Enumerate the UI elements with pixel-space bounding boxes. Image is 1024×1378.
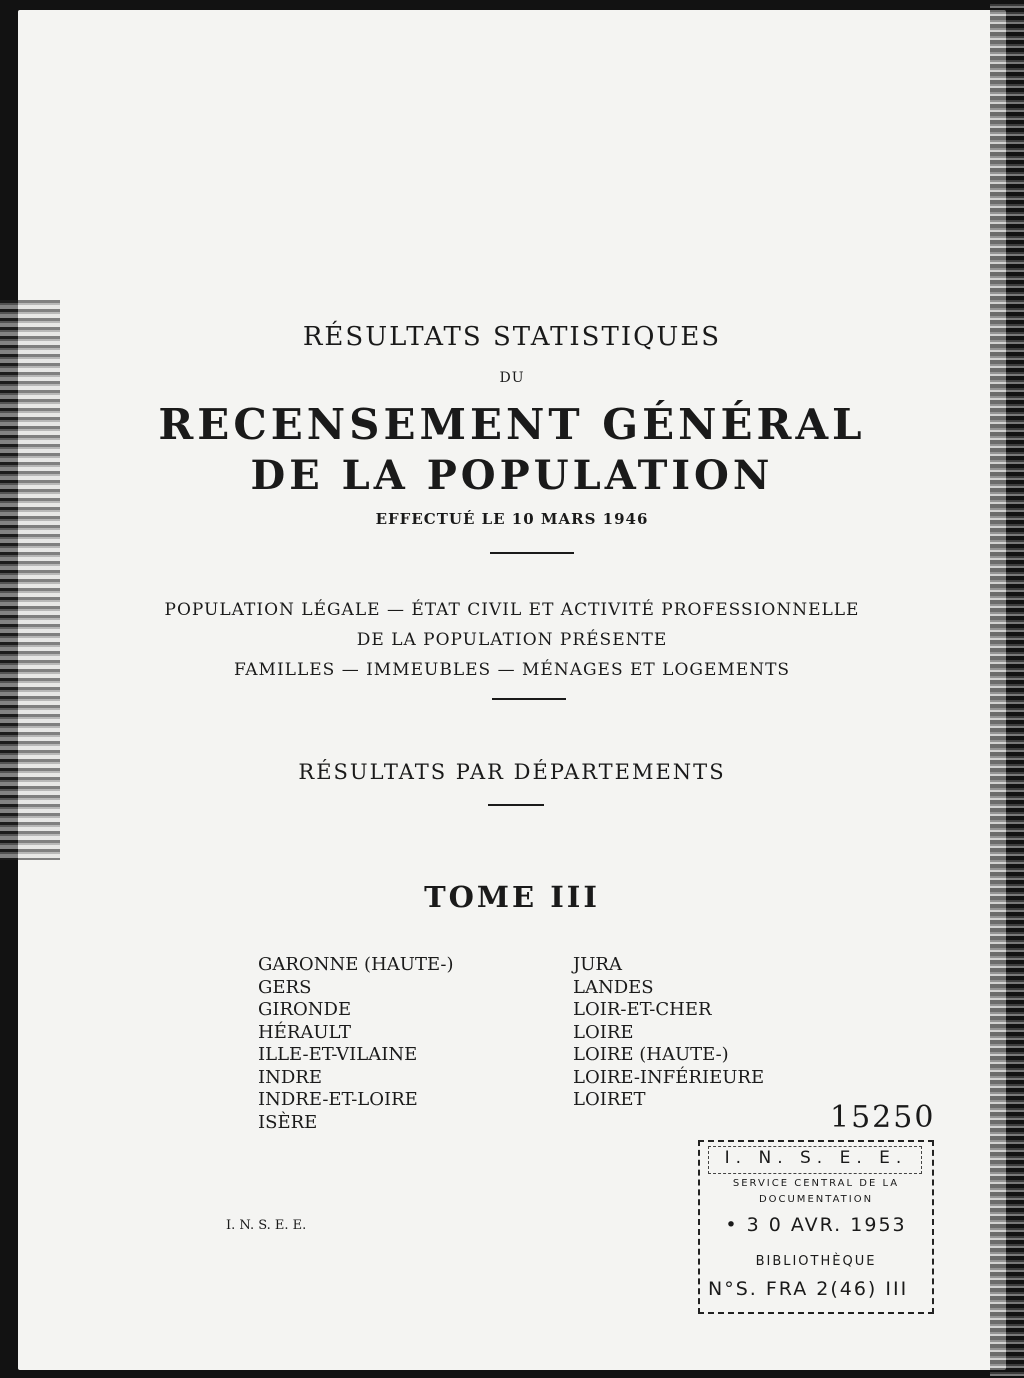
divider-2 [492,698,566,700]
subtitle-line-3: FAMILLES — IMMEUBLES — MÉNAGES ET LOGEMENTS [233,660,791,680]
subtitle-line-1: POPULATION LÉGALE — ÉTAT CIVIL ET ACTIVITÉ PROFESSIONNELLE [164,600,860,620]
stamp-library: BIBLIOTHÈQUE [755,1254,877,1269]
department-item: INDRE [258,1066,322,1088]
subtitle-line-2: DE LA POPULATION PRÉSENTE [356,630,668,650]
department-item: LANDES [573,976,654,998]
department-item: GARONNE (HAUTE-) [258,954,454,975]
departments-left-column [258,954,454,1134]
department-item: LOIRE-INFÉRIEURE [573,1066,765,1088]
department-item: INDRE-ET-LOIRE [258,1089,418,1110]
title-line-2: DU [499,370,525,386]
department-item: GERS [258,976,312,998]
section-title: RÉSULTATS PAR DÉPARTEMENTS [298,760,726,784]
divider-1 [490,552,574,554]
department-item: LOIRE [573,1021,634,1043]
department-item: ILLE-ET-VILAINE [258,1044,418,1065]
divider-3 [488,804,544,806]
department-item: ISÈRE [258,1111,318,1133]
department-item: LOIRE (HAUTE-) [573,1044,729,1065]
scan-edge-right [990,0,1024,1378]
department-item: GIRONDE [258,999,352,1020]
tome-number: TOME III [424,880,600,914]
title-date: EFFECTUÉ LE 10 MARS 1946 [375,510,649,528]
stamp-date: • 3 0 AVR. 1953 [725,1214,907,1236]
department-item: LOIR-ET-CHER [573,999,712,1020]
stamp-department: DOCUMENTATION [758,1194,874,1205]
department-item: LOIRET [573,1089,646,1110]
department-item: JURA [573,954,622,975]
printer-mark: I. N. S. E. E. [226,1218,307,1233]
departments-right-column [573,954,764,1112]
title-line-4: DE LA POPULATION [250,452,774,499]
department-item: HÉRAULT [258,1021,352,1043]
title-line-3: RECENSEMENT GÉNÉRAL [158,400,866,449]
stamp-shelf-mark: N°S. FRA 2(46) III [708,1278,909,1300]
stamp-service: SERVICE CENTRAL DE LA [732,1178,900,1189]
title-line-1: RÉSULTATS STATISTIQUES [302,322,722,352]
catalog-number: 15250 [830,1100,936,1135]
stamp-institution: I. N. S. E. E. [724,1148,908,1168]
library-stamp [698,1140,934,1314]
